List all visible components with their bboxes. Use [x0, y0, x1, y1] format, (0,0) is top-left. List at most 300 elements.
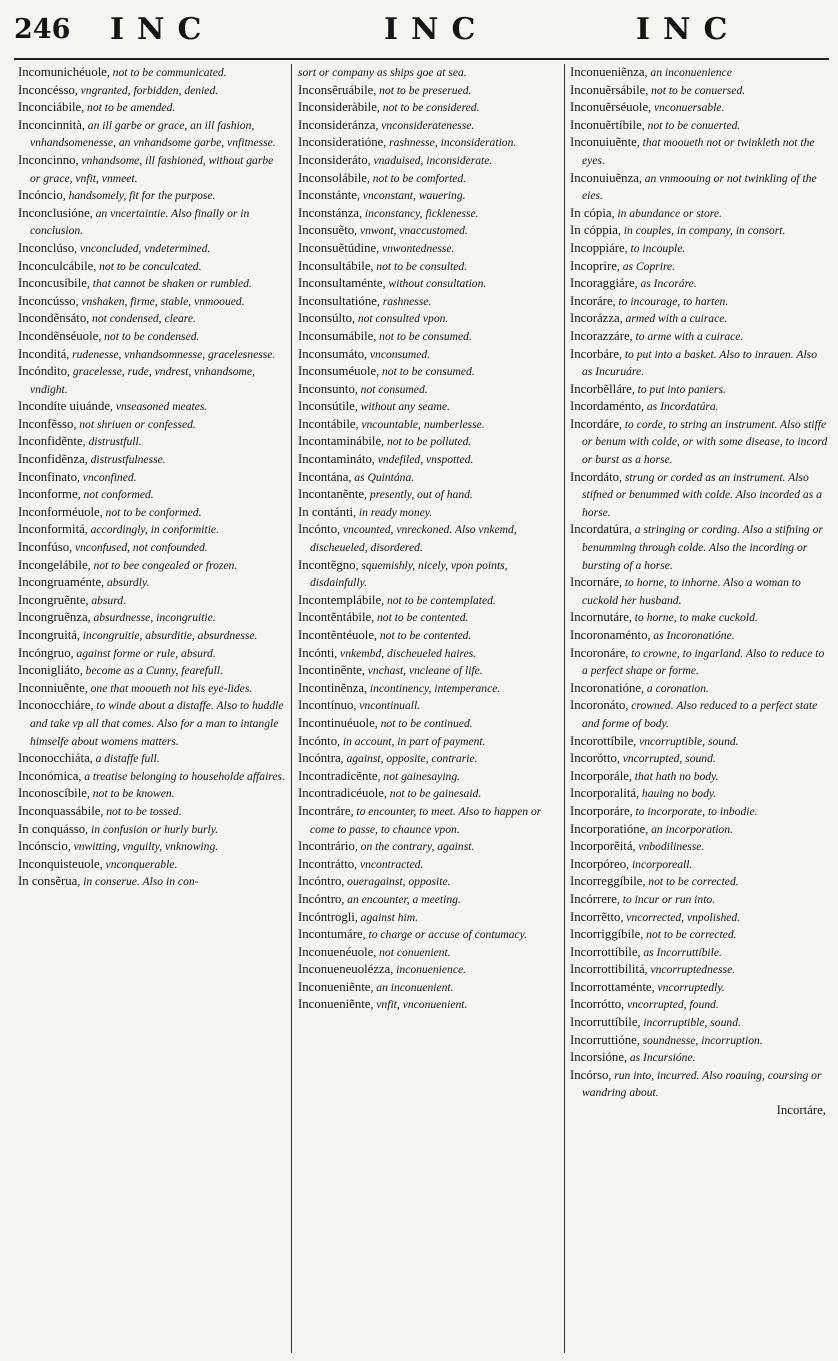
column-3 [570, 64, 830, 1353]
headword: Incorrottíbile [570, 944, 638, 959]
dictionary-entry [570, 205, 830, 223]
dictionary-entry [298, 346, 560, 364]
headword: Incórrere [570, 891, 617, 906]
headword: Inconforme [18, 487, 78, 502]
headword: Incontamináto [298, 452, 372, 467]
definition: , absurdly. [101, 576, 150, 590]
headword: Inconueniẽnza [570, 65, 645, 79]
definition: , vncorrupted, found. [621, 998, 719, 1012]
dictionary-entry [298, 873, 560, 891]
definition: , vndefiled, vnspotted. [371, 453, 474, 467]
dictionary-entry [298, 381, 560, 399]
definition: , a coronation. [641, 681, 709, 695]
dictionary-entry [570, 891, 830, 909]
dictionary-entry [18, 416, 286, 434]
dictionary-entry [570, 961, 830, 979]
definition: , to crowne, to ingarland. Also to reduce to a perfect shape or forme. [582, 646, 825, 678]
headword: Incóndito [18, 364, 68, 379]
definition: , incongruitie, absurditie, absurdnesse. [77, 629, 258, 642]
headword: Incontinẽnza [298, 680, 365, 695]
headword: Incoppiáre [570, 240, 625, 255]
dictionary-entry [298, 363, 560, 381]
dictionary-entry [298, 750, 560, 768]
dictionary-entry [298, 486, 560, 504]
dictionary-entry [298, 961, 560, 979]
definition: , a treatise belonging to householde affaires. [78, 769, 285, 783]
definition: , not to be preserued. [373, 83, 472, 97]
dictionary-entry [570, 768, 830, 786]
headword: Incóntrogli [298, 909, 355, 924]
headword: Inconocchiáre [18, 698, 91, 713]
headword: Incorbáre [570, 346, 620, 361]
definition: , an incorporation. [645, 822, 733, 836]
definition: , gracelesse, rude, vndrest, vnhandsome, vndight. [30, 365, 255, 396]
headword: Incoronáre [570, 645, 626, 660]
dictionary-entry [570, 99, 830, 117]
definition: , not to be amended. [81, 101, 176, 115]
headword: Incónti [298, 645, 335, 660]
headword: Inconstánte [298, 188, 357, 203]
headword: Incorporalitá [570, 786, 637, 801]
definition: , an encounter, a meeting. [341, 892, 461, 906]
definition: , to encounter, to meet. Also to happen or come to passe, to chaunce vpon. [310, 804, 542, 836]
dictionary-entry [298, 152, 560, 170]
definition: , crowned. Also reduced to a perfect state and forme of body. [582, 699, 818, 730]
headword: Incordatúra [570, 522, 629, 537]
dictionary-entry [570, 838, 830, 856]
headword: Incorótto [570, 751, 617, 766]
dictionary-entry [570, 733, 830, 751]
headword: Incontínuo [298, 698, 354, 713]
dictionary-entry [298, 697, 560, 715]
dictionary-entry [570, 416, 830, 469]
definition: , inconstancy, ficklenesse. [359, 206, 479, 220]
definition: , on the contrary, against. [354, 840, 475, 854]
headword: Inconsuméuole [298, 364, 377, 379]
definition: , soundnesse, incorruption. [636, 1033, 763, 1047]
definition: , as Incoráre. [634, 277, 697, 291]
definition: , incorruptible, sound. [637, 1016, 741, 1030]
definition: , as Incorruttíbile. [637, 945, 722, 959]
definition: , to put into a basket. Also to inrauen. Also as Incuruáre. [582, 347, 817, 379]
definition: , incorporeall. [626, 857, 693, 871]
definition: , accordingly, in conformitie. [84, 523, 219, 537]
headword: Incorrottibilitá [570, 962, 645, 977]
headword: Incoronatióne [570, 680, 642, 695]
dictionary-entry [570, 996, 830, 1014]
dictionary-entry [570, 645, 830, 680]
headword: Incorbẽlláre [570, 381, 632, 396]
definition: , vnconsumed. [364, 347, 431, 361]
dictionary-entry [570, 697, 830, 732]
definition: , as Incoronatióne. [647, 629, 735, 642]
dictionary-entry [570, 310, 830, 328]
headword: Incorriggíbile [570, 927, 641, 942]
definition: , a distaffe full. [89, 752, 160, 766]
dictionary-entry [298, 733, 560, 751]
headword: Incónscio [18, 839, 68, 854]
headword: Inconsútile [298, 399, 355, 414]
headword: Inconigliáto [18, 663, 80, 678]
dictionary-entry [18, 627, 286, 645]
definition: , an inconuenience [644, 66, 732, 79]
dictionary-entry [18, 398, 286, 416]
dictionary-entry [18, 363, 286, 398]
headword: Inconueniẽnte [298, 997, 371, 1012]
definition: , not consulted vpon. [352, 312, 449, 326]
catchword: Incortáre, [776, 1103, 826, 1118]
definition: , against forme or rule, absurd. [70, 646, 216, 660]
dictionary-entry [570, 873, 830, 891]
headword: In cópia [570, 205, 612, 220]
definition: , not to be tossed. [100, 804, 182, 818]
headword: Incontanẽnte [298, 487, 365, 502]
headword: Inconfẽsso [18, 416, 74, 431]
definition: , not to be contented. [374, 629, 472, 642]
dictionary-entry [570, 1049, 830, 1067]
definition: , rashnesse. [376, 294, 432, 308]
dictionary-entry [298, 891, 560, 909]
definition: , in confusion or hurly burly. [85, 822, 219, 836]
dictionary-entry [570, 926, 830, 944]
dictionary-entry [570, 134, 830, 169]
dictionary-entry [570, 979, 830, 997]
headword: Inconsideratióne [298, 135, 384, 150]
dictionary-entry [570, 785, 830, 803]
headword: Inconcússo [18, 293, 76, 308]
headword: Incontumáre [298, 927, 363, 942]
dictionary-entry [570, 346, 830, 381]
headword: Inconfúso [18, 540, 70, 555]
headword: Incontrário [298, 839, 355, 854]
definition: , to charge or accuse of contumacy. [362, 928, 528, 942]
definition: , distrustfull. [82, 435, 142, 449]
definition: , vncontracted. [354, 857, 424, 871]
definition: , not to be communicated. [106, 66, 227, 79]
definition: , not to be considered. [376, 101, 480, 115]
definition: , not to be gainesaid. [383, 787, 482, 801]
dictionary-entry [570, 222, 830, 240]
definition: , vnconfused, not confounded. [69, 541, 208, 555]
dictionary-entry [18, 293, 286, 311]
headword: Incongelábile [18, 557, 88, 572]
dictionary-entry [298, 398, 560, 416]
headword: Incoronaménto [570, 628, 648, 642]
definition: , not to be conuerted. [641, 118, 741, 132]
definition: , to incur or run into. [616, 892, 716, 906]
headword: Incóntro [298, 874, 342, 889]
definition: , to arme with a cuirace. [629, 329, 744, 343]
dictionary-entry [298, 222, 560, 240]
headword: Inconsuẽtúdine [298, 240, 377, 255]
definition: , vnaduised, inconsiderate. [367, 153, 493, 167]
headword: Incongruaménte [18, 575, 102, 590]
dictionary-entry [570, 521, 830, 574]
headword: Incorottíbile [570, 733, 634, 748]
definition: , not gainesaying. [377, 769, 461, 783]
definition: , vnshaken, firme, stable, vnmooued. [75, 294, 245, 308]
definition: , distrustfulnesse. [84, 453, 166, 467]
headword: Incongruẽnza [18, 610, 88, 625]
headword: Incondẽnséuole [18, 328, 99, 343]
headword: Incordáre [570, 416, 620, 431]
definition: , a stringing or cording. Also a stifning or benumming through colde. Also the incording or bursting of a horse. [582, 523, 823, 572]
dictionary-entry [298, 134, 560, 152]
dictionary-entry [18, 662, 286, 680]
dictionary-entry [18, 433, 286, 451]
headword: Inconsumábile [298, 328, 374, 343]
headword: Incorporáre [570, 803, 630, 818]
definition: , not to be comforted. [366, 171, 467, 185]
dictionary-entry [18, 592, 286, 610]
definition: , one that mooueth not his eye-lides. [84, 681, 253, 695]
definition: , that hath no body. [628, 769, 719, 783]
headword: Incorporále [570, 768, 629, 783]
dictionary-entry [18, 697, 286, 750]
definition: , rashnesse, inconsideration. [383, 136, 517, 150]
dictionary-entry [570, 170, 830, 205]
headword: Incondíte uiuánde [18, 399, 111, 414]
headword: Incordáto [570, 469, 620, 484]
definition: , in ready money. [353, 505, 433, 519]
dictionary-entry [570, 258, 830, 276]
dictionary-entry [18, 803, 286, 821]
headword: In cóppia [570, 223, 618, 238]
dictionary-entry [298, 451, 560, 469]
headword: Inconsúlto [298, 311, 353, 326]
dictionary-entry [298, 258, 560, 276]
headword: Incónto [298, 522, 338, 537]
definition: , armed with a cuirace. [619, 312, 728, 326]
definition: , vncorruptible, sound. [633, 734, 739, 748]
headword: Inconditá [18, 346, 67, 361]
definition: , against, opposite, contrarie. [340, 752, 478, 766]
definition: , not to be continued. [374, 716, 473, 730]
definition: , not to be contemplated. [381, 593, 496, 607]
headword: Incóntro [298, 891, 342, 906]
definition: , an ill garbe or grace, an ill fashion, vnhandsomenesse, an vnhandsome garbe, vnfitnesse. [30, 118, 276, 150]
dictionary-entry [570, 609, 830, 627]
dictionary-entry [18, 609, 286, 627]
definition: , not condensed, cleare. [86, 312, 196, 326]
dictionary-entry [18, 82, 286, 100]
definition: , vnbodilinesse. [632, 840, 705, 854]
headword: Inconclusióne [18, 205, 90, 220]
headword: Incorruttíbile [570, 1015, 638, 1030]
dictionary-entry [298, 504, 560, 522]
definition: , strung or corded as an instrument. Also stifned or benummed with colde. Also incorded as a horse. [582, 470, 822, 519]
headword: Inconformitá [18, 522, 85, 537]
dictionary-entry [298, 310, 560, 328]
definition: , vnconcluded, vndetermined. [74, 241, 211, 255]
headword: Inconuiuẽnza [570, 170, 639, 185]
headword: Incorrẽtto [570, 909, 621, 924]
headword: Inconsideràbile [298, 100, 377, 115]
definition: , in couples, in company, in consort. [617, 224, 786, 238]
headword: Inconforméuole [18, 504, 100, 519]
definition: , to winde about a distaffe. Also to huddle and take vp all that comes. Also for a man to intangle himselfe about womens matters. [30, 699, 284, 748]
dictionary-entry [298, 856, 560, 874]
definition: , to corde, to string an instrument. Also stiffe or benum with colde, or with some disease, to incord or burst as a horse. [582, 417, 828, 467]
headword: Incóncio [18, 188, 63, 203]
dictionary-entry [18, 310, 286, 328]
dictionary-entry [570, 82, 830, 100]
headword: Incorrótto [570, 997, 622, 1012]
definition: , vncontinuall. [353, 699, 421, 713]
headword: Inconciábile [18, 100, 82, 115]
headword: Incontradicẽnte [298, 768, 378, 783]
definition: , to incorporate, to inbodie. [629, 804, 758, 818]
dictionary-entry [298, 293, 560, 311]
dictionary-entry [298, 996, 560, 1014]
definition: , as Incordatúra. [641, 400, 719, 414]
definition: , an inconuenient. [370, 980, 454, 994]
headword: Incornutáre [570, 610, 629, 625]
definition: , as Quintána. [348, 470, 415, 484]
column-1 [18, 64, 286, 1353]
dictionary-entry [298, 328, 560, 346]
definition: , not to be knowen. [86, 787, 175, 801]
headword: Incorázza [570, 311, 620, 326]
dictionary-entry [298, 64, 560, 82]
definition: , in abundance or store. [611, 206, 722, 220]
dictionary-entry [570, 275, 830, 293]
definition: , squemishly, nicely, vpon points, disdainfully. [310, 558, 508, 590]
headword: Incóntra [298, 751, 341, 766]
headword: Inconquassábile [18, 803, 101, 818]
definition: , without any seame. [354, 400, 450, 414]
headword: Incornáre [570, 575, 620, 590]
headword: Inconfidẽnza [18, 452, 85, 467]
headword: Incorporatióne [570, 821, 646, 836]
headword: Inconsuẽto [298, 223, 355, 238]
definition: , vnconstant, wauering. [357, 189, 466, 203]
headword: Incontẽntéuole [298, 628, 375, 642]
dictionary-entry [298, 469, 560, 487]
dictionary-entry [298, 609, 560, 627]
headword: Incondẽnsáto [18, 311, 87, 326]
definition: , in account, in part of payment. [337, 734, 486, 748]
dictionary-entry [298, 662, 560, 680]
dictionary-entry [570, 1014, 830, 1032]
dictionary-entry [18, 258, 286, 276]
running-header [0, 10, 838, 54]
dictionary-entry [18, 557, 286, 575]
guide-word-right: INC [636, 12, 741, 47]
headword: Incorruttióne [570, 1032, 637, 1047]
dictionary-entry [298, 785, 560, 803]
dictionary-entry [298, 117, 560, 135]
definition: , vnfit, vnconuenient. [370, 998, 468, 1012]
definition: , not to be consumed. [376, 365, 475, 379]
headword: Incontinuéuole [298, 715, 375, 730]
definition: , not to be contented. [371, 611, 469, 625]
headword: Incontrátto [298, 856, 355, 871]
dictionary-entry [18, 187, 286, 205]
definition: , against him. [354, 910, 419, 924]
definition: , vnconuersable. [648, 101, 725, 115]
headword: Incónto [298, 733, 338, 748]
definition: , vnchast, vncleane of life. [361, 664, 483, 678]
headword: In contánti [298, 504, 354, 519]
definition: , rudenesse, vnhandsomnesse, gracelesnesse. [66, 347, 276, 361]
headword: Incorrottaménte [570, 979, 652, 994]
headword: Inconuẽrsábile [570, 82, 646, 97]
dictionary-entry [570, 469, 830, 522]
headword: Inconsultaménte [298, 276, 383, 291]
headword: Inconniuẽnte [18, 680, 85, 695]
headword: Incontábile [298, 416, 356, 431]
definition: , vnconquerable. [99, 857, 178, 871]
headword: Inconcinnità [18, 117, 82, 132]
dictionary-entry [570, 240, 830, 258]
definition: , to horne, to inhorne. Also a woman to cuckold her husband. [582, 576, 801, 607]
dictionary-entry [298, 433, 560, 451]
headword: Incorreggíbile [570, 874, 643, 889]
definition: , inconuenience. [390, 963, 467, 977]
headword: Inconoscíbile [18, 786, 87, 801]
headword: Incoráre [570, 293, 613, 308]
definition: , vncorrected, vnpolished. [620, 910, 741, 924]
dictionary-entry [18, 574, 286, 592]
definition: , hauing no body. [636, 787, 717, 801]
dictionary-entry [298, 592, 560, 610]
dictionary-entry [18, 64, 286, 82]
dictionary-entry [298, 99, 560, 117]
headword: Inconuẽrséuole [570, 100, 649, 115]
headword: Incontána [298, 469, 349, 484]
dictionary-entry [570, 856, 830, 874]
definition: , as Incursióne. [624, 1051, 696, 1065]
headword: Inconclúso [18, 240, 75, 255]
dictionary-entry [298, 521, 560, 556]
headword: Inconquisteuole [18, 856, 100, 871]
headword: Inconstánza [298, 205, 360, 220]
definition: , vnwontednesse. [376, 241, 455, 255]
headword: Incorazzáre [570, 328, 630, 343]
headword: Incontráre [298, 803, 351, 818]
headword: Incordaménto [570, 399, 642, 414]
headword: Incorsióne [570, 1050, 625, 1065]
dictionary-entry [570, 680, 830, 698]
definition: , vnconsideratenesse. [375, 118, 475, 132]
dictionary-entry [18, 750, 286, 768]
headword: Incontaminábile [298, 434, 382, 449]
headword: Inconsumáto [298, 346, 365, 361]
headword: In conquásso [18, 821, 86, 836]
definition: , vngranted, forbidden, denied. [74, 83, 219, 97]
dictionary-entry [18, 205, 286, 240]
headword: Incongruẽnte [18, 592, 86, 607]
definition: , an vnmoouing or not twinkling of the eies. [582, 171, 817, 203]
headword: Incoprire [570, 258, 617, 273]
dictionary-entry [570, 381, 830, 399]
definition: , vnwont, vnaccustomed. [354, 224, 468, 238]
headword: Incontemplábile [298, 592, 382, 607]
header-rule [14, 58, 829, 60]
definition: , vnwitting, vnguilty, vnknowing. [67, 840, 219, 854]
headword: Incorpóreo [570, 856, 627, 871]
dictionary-entry [570, 909, 830, 927]
dictionary-entry [298, 909, 560, 927]
dictionary-entry [298, 82, 560, 100]
headword: Inconsultábile [298, 258, 371, 273]
headword: Inconcésso [18, 82, 75, 97]
definition: , vncorruptedly. [651, 980, 725, 994]
definition: , vnseasoned meates. [110, 400, 208, 414]
definition: , not conuenient. [373, 945, 451, 959]
headword: Incomunichéuole [18, 65, 107, 79]
